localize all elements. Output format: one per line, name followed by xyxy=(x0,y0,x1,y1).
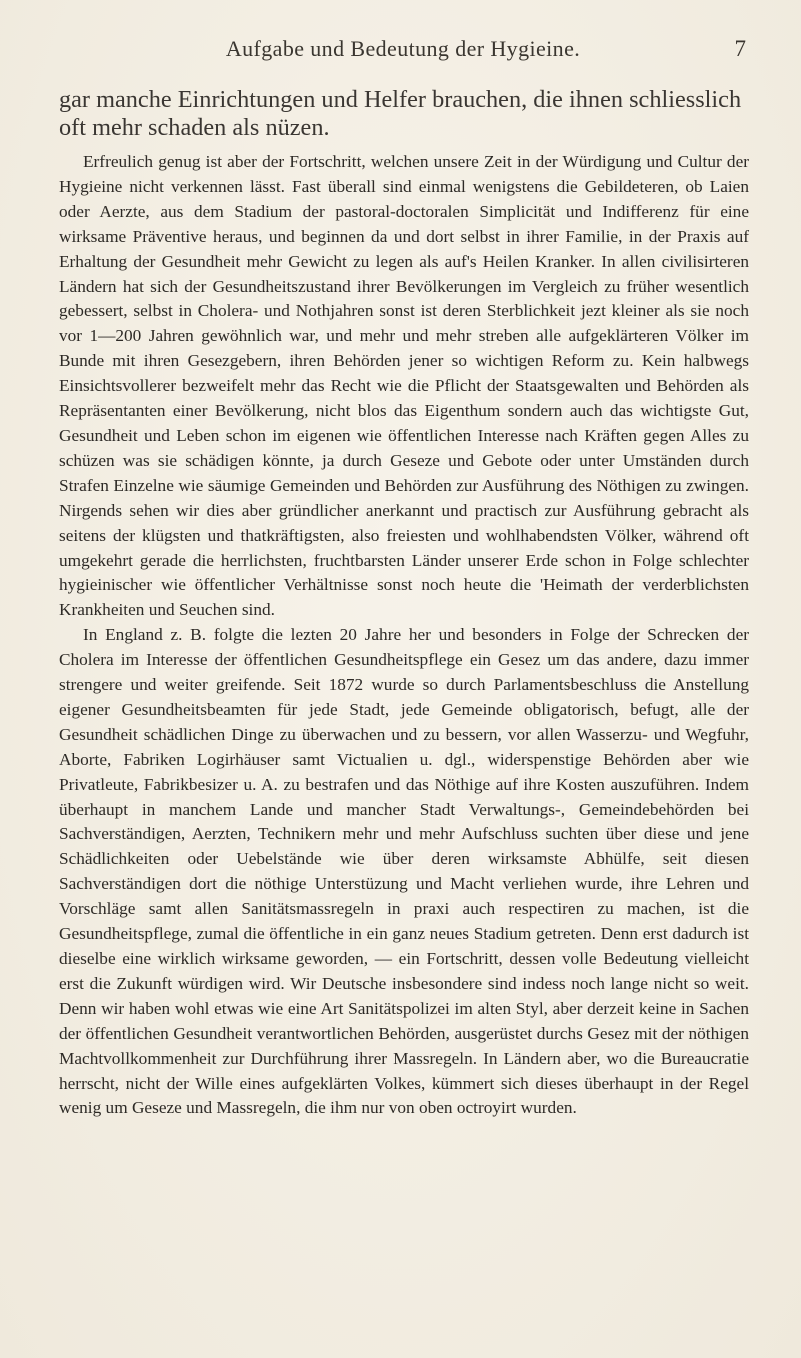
lead-sentence xyxy=(59,86,749,142)
lead-line-1: gar manche Einrichtungen und Helfer brauchen, die ihnen schliesslich xyxy=(59,86,742,113)
running-head xyxy=(60,36,746,62)
paragraph-2: In England z. B. folgte die lezten 20 Jahre her und besonders in Folge der Schrecken der Cholera im Interesse der öffentlichen Gesundheitspflege ein Gesez um das andere, dazu immer strengere und weiter greifende. Seit 1872 wurde so durch Parlamentsbeschluss die Anstellung eigener Gesundheitsbeamten für jede Stadt, jede Gemeinde obligatorisch, befugt, alle der Gesundheit schädlichen Dinge zu überwachen und zu bessern, vor allen Wasserzu- und Wegfuhr, Aborte, Fabriken Logirhäuser samt Victualien u. dgl., widerspenstige Behörden aber wie Privatleute, Fabrikbesizer u. A. zu bestrafen und das Nöthige auf ihre Kosten auszuführen. Indem überhaupt in manchem Lande und mancher Stadt Verwaltungs-, Gemeindebehörden bei Sachverständigen, Aerzten, Technikern mehr und mehr Aufschluss suchten über diese und jene Schädlichkeiten oder Uebelstände wie über deren wirksamste Abhülfe, seit diesen Sachverständigen dort die nöthige Unterstüzung und Macht verliehen wurde, ihre Lehren und Vorschläge samt allen Sanitätsmassregeln in praxi auch respectiren zu machen, ist die Gesundheitspflege, zumal die öffentliche in ein ganz neues Stadium getreten. Denn erst dadurch ist dieselbe eine wirklich wirksame geworden, — ein Fortschritt, dessen volle Bedeutung vielleicht erst die Zukunft würdigen wird. Wir Deutsche insbesondere sind indess noch lange nicht so weit. Denn wir haben wohl etwas wie eine Art Sanitätspolizei im alten Styl, aber derzeit keine in Sachen der öffentlichen Gesundheit verantwortlichen Behörden, ausgerüstet durchs Gesez mit der nöthigen Machtvollkommenheit zur Durchführung ihrer Massregeln. In Ländern aber, wo die Bureaucratie herrscht, nicht der Wille eines aufgeklärten Volkes, kümmert sich dieses überhaupt in der Regel wenig um Geseze und Massregeln, die ihm nur von oben octroyirt wurden. xyxy=(59,625,749,1118)
paragraph-1: Erfreulich genug ist aber der Fortschritt, welchen unsere Zeit in der Würdigung und Cultur der Hygieine nicht verkennen lässt. Fast überall sind einmal wenigstens die Gebildeteren, ob Laien oder Aerzte, aus dem Stadium der pastoral-doctoralen Simplicität und Indifferenz für eine wirksame Präventive heraus, und beginnen da und dort selbst in ihrer Familie, in der Praxis auf Erhaltung der Gesundheit mehr Gewicht zu legen als auf's Heilen Kranker. In allen civilisirteren Ländern hat sich der Gesundheitszustand ihrer Bevölkerungen im Vergleich zu früher wesentlich gebessert, selbst in Cholera- und Nothjahren sonst ist deren Sterblichkeit jezt kleiner als sie noch vor 1—200 Jahren gewöhnlich war, und mehr und mehr streben alle aufgeklärteren Völker im Bunde mit ihren Gesezgebern, ihren Behörden jener so wichtigen Reform zu. Kein halbwegs Einsichtsvollerer bezweifelt mehr das Recht wie die Pflicht der Staatsgewalten und Behörden als Repräsentanten einer Bevölkerung, nicht blos das Eigenthum sondern auch das wichtigste Gut, Gesundheit und Leben schon im eigenen wie öffentlichen Interesse nach Kräften gegen Alles zu schüzen was sie schädigen könnte, ja durch Geseze und Gebote oder unter Umständen durch Strafen Einzelne wie säumige Gemeinden und Behörden zur Ausführung des Nöthigen zu zwingen. Nirgends sehen wir dies aber gründlicher anerkannt und practisch zur Ausführung gebracht als seitens der klügsten und thatkräftigsten, also freiesten und wohlhabendsten Völker, während oft umgekehrt gerade die herrlichsten, fruchtbarsten Länder unserer Erde schon in Folge schlechter hygieinischer wie öffentlicher Verhältnisse sonst noch heute die 'Heimath der verderblichsten Krankheiten und Seuchen sind. xyxy=(59,152,749,620)
lead-line-2: oft mehr schaden als nüzen. xyxy=(59,114,330,141)
page-number: 7 xyxy=(734,36,746,61)
running-title: Aufgabe und Bedeutung der Hygieine. xyxy=(225,36,581,61)
body-text xyxy=(59,86,749,1121)
